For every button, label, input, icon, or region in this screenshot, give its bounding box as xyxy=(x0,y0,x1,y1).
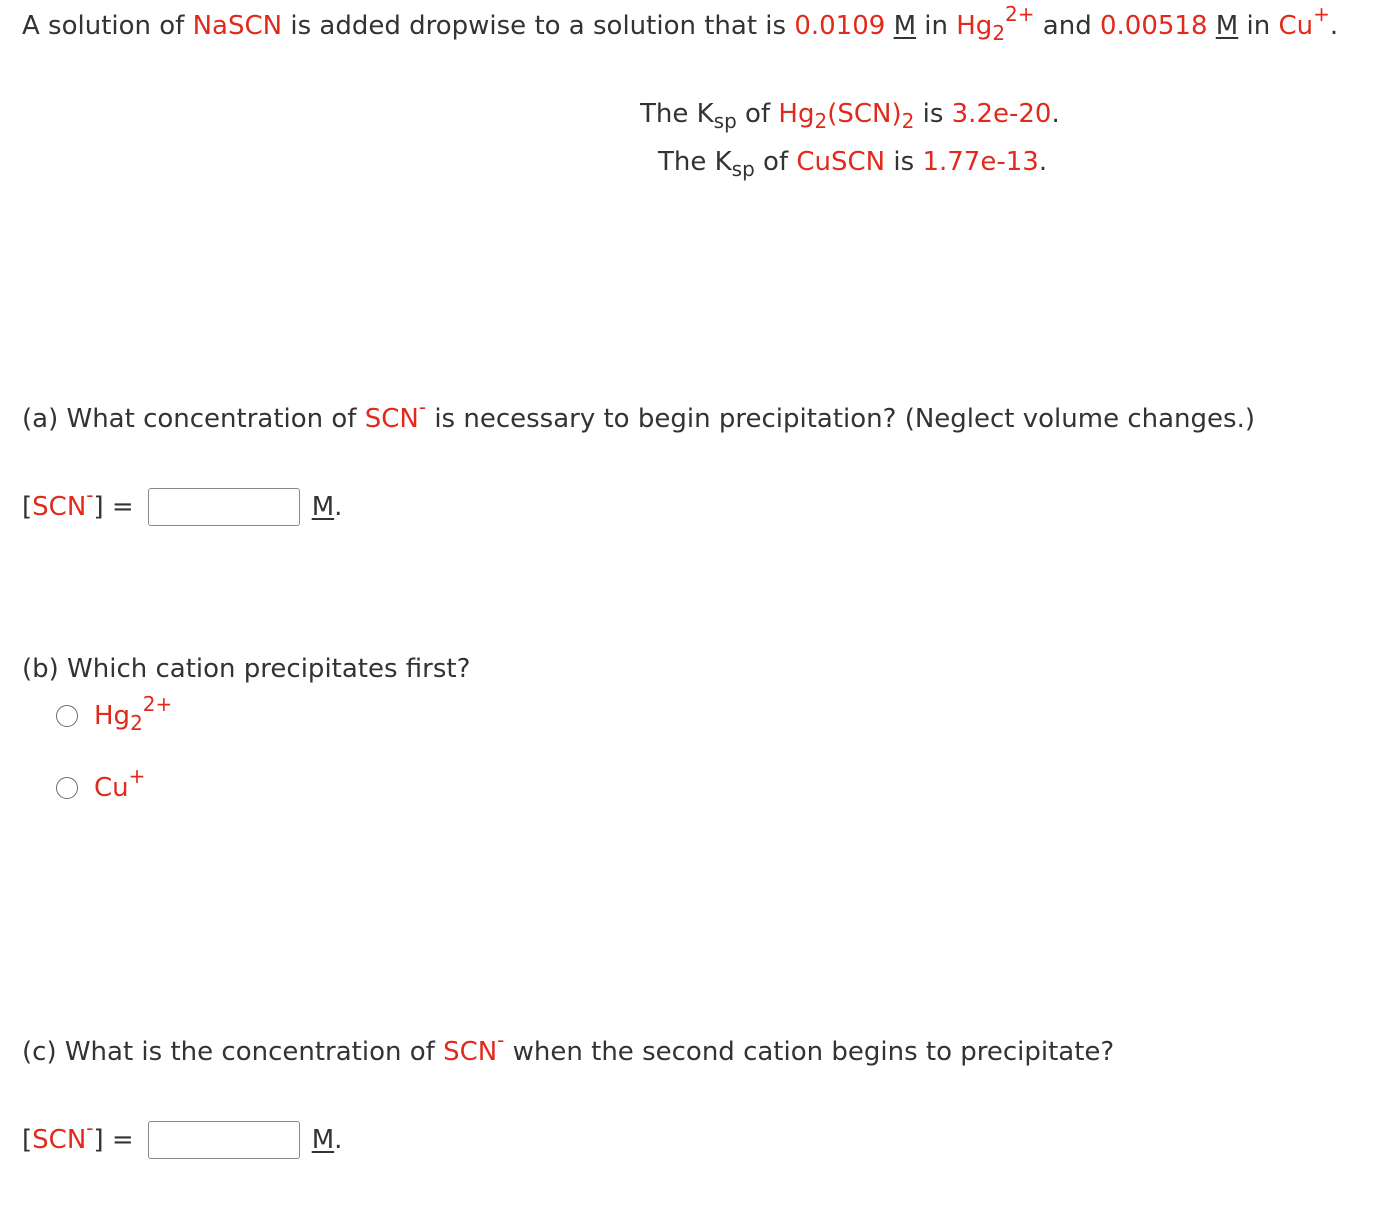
radio-cu[interactable] xyxy=(56,777,78,799)
option-hg[interactable] xyxy=(56,692,173,735)
scn-ion-base: SCN xyxy=(364,404,419,434)
cu-ion-base: Cu xyxy=(1278,11,1314,41)
intro-part: in xyxy=(1238,11,1279,41)
molar-unit: M xyxy=(893,11,917,41)
ksp-text: . xyxy=(1038,147,1048,177)
ksp-hg-line xyxy=(0,98,1384,133)
option-hg-label xyxy=(94,692,173,735)
scn-ion xyxy=(364,395,427,434)
option-cu-label xyxy=(94,764,146,803)
cu-compound: CuSCN xyxy=(796,147,886,177)
hg-compound xyxy=(778,99,915,133)
answer-a-row xyxy=(22,485,342,529)
question-c-text: (c) What is the concentration of xyxy=(22,1037,444,1067)
ksp-text: of xyxy=(754,147,797,177)
hg-compound-a: Hg xyxy=(778,99,815,129)
scn-ion-base: SCN xyxy=(443,1037,498,1067)
unit-a xyxy=(312,492,343,522)
scn-label-ion: SCN xyxy=(32,1125,87,1155)
intro-part: . xyxy=(1329,11,1339,41)
ksp-text: of xyxy=(736,99,779,129)
scn-concentration-input-c[interactable] xyxy=(148,1121,300,1159)
scn-ion-sup: - xyxy=(497,1028,505,1052)
hg-ion xyxy=(956,2,1035,45)
scn-concentration-input-a[interactable] xyxy=(148,488,300,526)
ksp-text: is xyxy=(914,99,952,129)
intro-part: is added dropwise to a solution that is xyxy=(282,11,795,41)
option-cu[interactable] xyxy=(56,764,146,806)
question-a-text: is necessary to begin precipitation? (Neglect volume changes.) xyxy=(426,404,1255,434)
ksp-text: is xyxy=(885,147,923,177)
scn-label-c xyxy=(22,1116,134,1155)
molar-unit: M xyxy=(1215,11,1239,41)
bracket: [ xyxy=(22,492,33,522)
cu-ion-sup: + xyxy=(1313,2,1330,26)
scn-ion-sup: - xyxy=(418,395,427,419)
option-cu-base: Cu xyxy=(94,773,129,803)
ksp-cu-line xyxy=(0,146,1384,181)
hg-compound-sub2: 2 xyxy=(901,109,915,133)
hg-compound-b: (SCN) xyxy=(827,99,902,129)
hg-ion-base: Hg xyxy=(956,11,993,41)
intro-part: A solution of xyxy=(22,11,193,41)
ksp-sub: sp xyxy=(713,109,737,133)
molar-unit: M xyxy=(311,492,335,522)
cu-concentration: 0.00518 xyxy=(1099,11,1208,41)
hg-compound-sub1: 2 xyxy=(814,109,828,133)
reagent-name: NaSCN xyxy=(192,11,283,41)
scn-label-sup: - xyxy=(86,483,94,507)
option-hg-sup: 2+ xyxy=(142,692,173,716)
ksp-cu-value: 1.77e-13 xyxy=(922,147,1039,177)
question-a-text: (a) What concentration of xyxy=(22,404,365,434)
ksp-label: The K xyxy=(640,99,714,129)
molar-unit: M xyxy=(311,1125,335,1155)
scn-label-sup: - xyxy=(86,1116,94,1140)
scn-label-ion: SCN xyxy=(32,492,87,522)
ksp-hg-value: 3.2e-20 xyxy=(951,99,1052,129)
unit-c xyxy=(312,1125,343,1155)
unit-period: . xyxy=(334,492,343,522)
intro-text xyxy=(22,2,1339,45)
hg-ion-sub: 2 xyxy=(992,21,1006,45)
bracket-equals: ] = xyxy=(93,1125,134,1155)
option-hg-sub: 2 xyxy=(130,711,143,735)
option-cu-sup: + xyxy=(128,764,146,788)
scn-ion xyxy=(443,1028,505,1067)
bracket: [ xyxy=(22,1125,33,1155)
question-c xyxy=(22,1028,1115,1068)
question-b: (b) Which cation precipitates first? xyxy=(22,654,471,684)
question-c-text: when the second cation begins to precipitate? xyxy=(504,1037,1115,1067)
option-hg-base: Hg xyxy=(94,701,131,731)
hg-concentration: 0.0109 xyxy=(794,11,886,41)
unit-period: . xyxy=(334,1125,343,1155)
question-a xyxy=(22,395,1255,435)
intro-part: in xyxy=(916,11,957,41)
intro-part: and xyxy=(1034,11,1100,41)
answer-c-row xyxy=(22,1118,342,1162)
hg-ion-sup: 2+ xyxy=(1005,2,1035,26)
ksp-label: The K xyxy=(658,147,732,177)
ksp-text: . xyxy=(1051,99,1060,129)
radio-hg[interactable] xyxy=(56,705,78,727)
bracket-equals: ] = xyxy=(93,492,134,522)
ksp-sub: sp xyxy=(731,157,755,181)
cu-ion xyxy=(1278,2,1330,41)
scn-label-a xyxy=(22,483,134,522)
